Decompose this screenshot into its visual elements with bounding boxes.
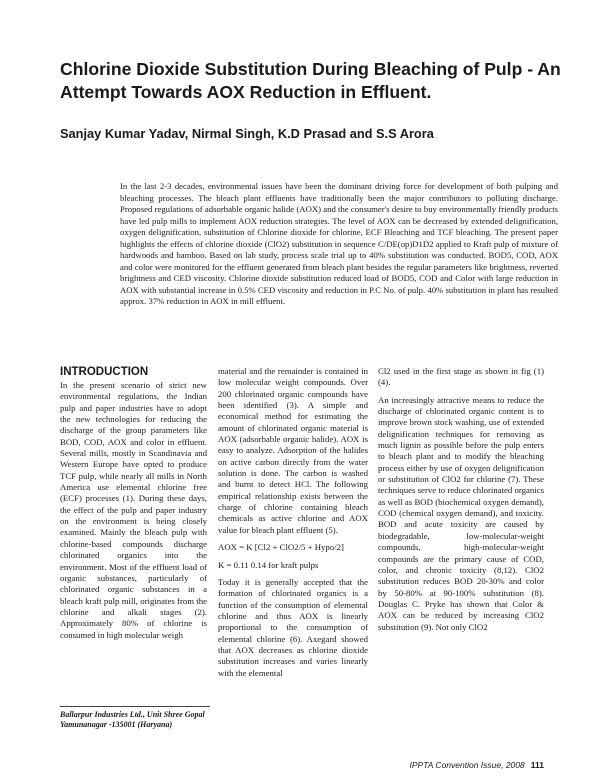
body-paragraph: Cl2 used in the first stage as shown in fig (1) (4). — [378, 366, 544, 388]
author-list: Sanjay Kumar Yadav, Nirmal Singh, K.D Prasad and S.S Arora — [60, 126, 434, 141]
abstract: In the last 2-3 decades, environmental issues have been the dominant driving force for development of both pulping and bleaching processes. The bleach plant effluents have traditionally been the major contributors to polluting discharge. Proposed regulations of adsorbable organic halide (AOX) and the consumer's desire to buy environmentally friendly products have led pulp mills to implement AOX reduction strategies. The level of AOX can be decreased by extended delignification, oxygen delignification, substitution of Chlorine dioxide for chlorine, ECF Bleaching and TCF bleaching. The present paper highlights the effects of chlorine dioxide (ClO2) substitution in sequence C/DE(op)D1D2 applied to Kraft pulp of mixture of hardwoods and bamboo. Based on lab study, process scale trial up to 40% substitution was conducted. BOD5, COD, AOX and color were monitored for the effluent generated from bleach plant besides the regular parameters like brightness, reverted brightness and CED viscosity. Chlorine dioxide substitution reduced load of BOD5, COD and Color with large reduction in AOX with substantial increase in 0.5% CED viscosity and reduction in P.C No. of pulp. 40% substitution in plant has resulted approx. 37% reduction in AOX in mill effluent. — [120, 181, 558, 306]
affiliation-footnote: Ballarpur Industries Ltd., Unit Shree Gopal Yamunanagar -135001 (Haryana) — [60, 706, 210, 730]
column-1 — [60, 380, 207, 647]
body-paragraph: In the present scenario of strict new environmental regulations, the Indian pulp and paper industries have to adopt the new technologies for reducing the discharge of the group parameters like BOD, COD, AOX and color in effluent. Several mills, mostly in Scandinavia and Western Europe have opted to produce TCF pulp, while nearly all mills in North America use elemental chlorine free (ECF) processes (1). During these days, the effect of the pulp and paper industry on the environment is being closely examined. Mainly the bleach pulp with chlorine-based compounds discharge chlorinated organics into the environment. Most of the effluent load of organic substances, particularly of chlorinated organic substances in a bleach kraft pulp mill, originates from the chlorine and alkali stages (2). Approximately 80% of chlorine is consumed in high molecular weigh — [60, 380, 207, 640]
aox-equation: AOX = K [Cl2 + ClO2/5 + Hypo/2] — [218, 542, 344, 553]
page-number: 111 — [530, 760, 544, 770]
body-paragraph: Today it is generally accepted that the formation of chlorinated organics is a function of the consumption of elemental chlorine and thus AOX is linearly proportional to the consumption of elemental chlorine (6). Axegard showed that AOX decreases as chlorine dioxide substitution increases and varies linearly with the elemental — [218, 576, 368, 678]
column-3 — [378, 366, 544, 639]
section-heading-introduction: INTRODUCTION — [60, 366, 149, 378]
journal-name: IPPTA Convention Issue, 2008 — [409, 760, 525, 770]
page-footer — [409, 760, 544, 770]
body-paragraph: material and the remainder is contained in low molecular weight compounds. Over 200 chlorinated organic compounds have been identified (3). A simple and economical method for estimating the amount of chlorinated organic material is AOX (adsorbable organic halide). AOX is easy to analyze. Adsorption of the halides on active carbon directly from the water solution is done. The carbon is washed and burnt to detect HCl. The following empirical relationship exists between the charge of chlorine containing bleach chemicals as active chlorine and AOX value for bleach plant effluent (5). — [218, 366, 368, 535]
column-2 — [218, 366, 368, 685]
body-paragraph: An increasingly attractive means to reduce the discharge of chlorinated organic content is to improve brown stock washing, use of extended delignification techniques for removing as much lignin as possible before the pulp enters to bleach plant and to modify the bleaching process either by use of oxygen delignification or substitution of ClO2 for chlorine (7). These techniques serve to reduce chlorinated organics as well as BOD (biochemical oxygen demand), COD (chemical oxygen demand), and toxicity. BOD and acute toxicity are caused by biodegradable, low-molecular-weight compounds, high-molecular-weight compounds are the primary cause of COD, color, and chronic toxicity (8,12). ClO2 substitution reduces BOD 20-30% and color by 50-80% at 90-100% substitution (8). Douglas C. Pryke has shown that Color & AOX can be reduced by increasing ClO2 substitution (9). Not only ClO2 — [378, 394, 544, 632]
equation-constant: K = 0.11 0.14 for kraft pulps — [218, 559, 319, 570]
paper-title: Chlorine Dioxide Substitution During Bleaching of Pulp - An Attempt Towards AOX Reduction in Effluent. — [60, 59, 561, 102]
